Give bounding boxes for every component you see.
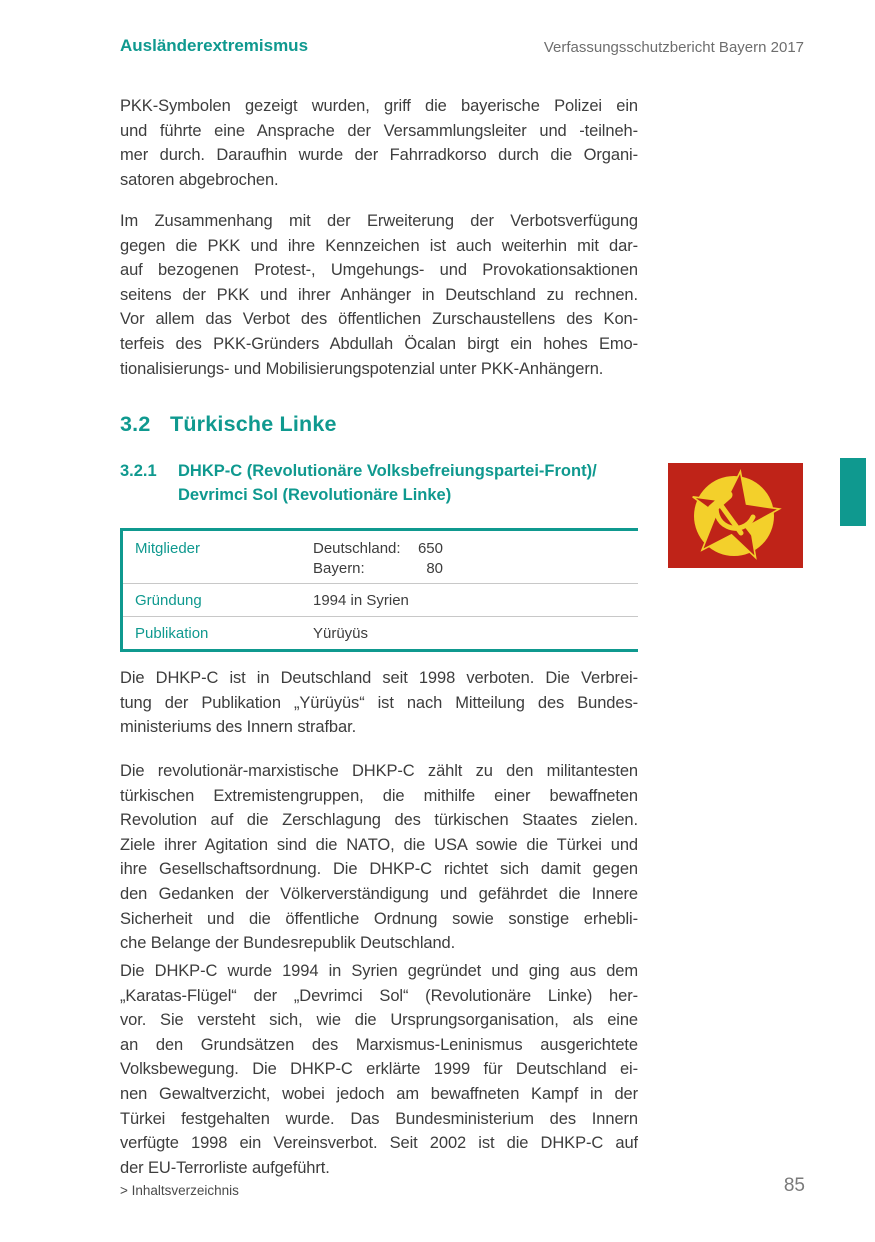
fact-box-table <box>120 528 638 652</box>
section-title: Türkische Linke <box>170 412 337 436</box>
toc-link[interactable]: > Inhaltsverzeichnis <box>120 1183 239 1198</box>
subsection-number: 3.2.1 <box>120 462 157 480</box>
members-germany: Deutschland: 650 <box>313 540 443 557</box>
paragraph-pkk-incident: PKK-Symbolen gezeigt wurden, griff die bayerische Polizei ein und führte eine Ansprache der Versammlungsleiter und -teilneh- mer durch. Daraufhin wurde der Fahrradkorso durch die Organi- satoren abgebrochen. <box>120 97 638 189</box>
paragraph-pkk-outlook: Im Zusammenhang mit der Erweiterung der Verbotsverfügung gegen die PKK und ihre Kennzeichen ist auch weiterhin mit dar- auf bezogenen Protest-, Umgehungs- und Provokationsaktionen seitens der PKK und ihrer Anhänger in Deutschland zu rechnen. Vor allem das Verbot des öffentlichen Zurschaustellens des Kon- terfeis des PKK-Gründers Abdullah Öcalan birgt ein hohes Emo- tionalisierungs- und Mobilisierungspotenzial unter PKK-Anhängern. <box>120 212 638 378</box>
row-label: Gründung <box>135 592 202 609</box>
table-row-gruendung <box>123 584 638 617</box>
subsection-title: DHKP-C (Revolutionäre Volksbefreiungspartei-Front)/ Devrimci Sol (Revolutionäre Linke) <box>178 462 597 504</box>
row-label: Publikation <box>135 625 209 642</box>
subsection-heading-3-2-1 <box>120 459 660 507</box>
paragraph-dhkpc-history: Die DHKP-C wurde 1994 in Syrien gegründet und ging aus dem „Karatas-Flügel“ der „Devrimci Sol“ (Revolutionäre Linke) her- vor. Sie versteht sich, wie die Ursprungsorganisation, als eine an den Grundsätzen des Marxismus-Leninismus ausgerichtete Volksbewegung. Die DHKP-C erklärte 1999 für Deutschland ei- nen Gewaltverzicht, wobei jedoch am bewaffneten Kampf in der Türkei festgehalten wurde. Das Bundesministerium des Innern verfügte 1998 ein Vereinsverbot. Seit 2002 ist die DHKP-C auf der EU-Terrorliste aufgeführt. <box>120 962 638 1177</box>
row-label: Mitglieder <box>135 540 201 557</box>
members-bavaria: Bayern: 80 <box>313 560 443 577</box>
section-number: 3.2 <box>120 412 151 436</box>
report-header: Verfassungsschutzbericht Bayern 2017 <box>543 39 804 56</box>
chapter-header: Ausländerextremismus <box>120 36 309 55</box>
row-value <box>313 539 638 579</box>
table-row-mitglieder <box>123 531 638 584</box>
chapter-side-tab-marker <box>840 458 866 526</box>
dhkp-c-flag-image <box>668 463 803 568</box>
row-value: Yürüyüs <box>313 625 369 642</box>
row-value: 1994 in Syrien <box>313 592 409 609</box>
paragraph-dhkpc-ideology: Die revolutionär-marxistische DHKP-C zählt zu den militantesten türkischen Extremistengruppen, die mithilfe einer bewaffneten Revolution auf die Zerschlagung des türkischen Staates zielen. Ziele ihrer Agitation sind die NATO, die USA sowie die Türkei und ihre Gesellschaftsordnung. Die DHKP-C richtet sich damit gegen den Gedanken der Völkerverständigung und gefährdet die Innere Sicherheit und die öffentliche Ordnung sowie sonstige erhebli- che Belange der Bundesrepublik Deutschland. <box>120 762 638 953</box>
page-number: 85 <box>783 1175 805 1196</box>
section-heading-3-2 <box>120 412 337 437</box>
table-row-publikation <box>123 617 638 649</box>
paragraph-dhkpc-ban: Die DHKP-C ist in Deutschland seit 1998 verboten. Die Verbrei- tung der Publikation „Yürüyüs“ ist nach Mitteilung des Bundes- ministeriums des Innern strafbar. <box>120 669 638 737</box>
